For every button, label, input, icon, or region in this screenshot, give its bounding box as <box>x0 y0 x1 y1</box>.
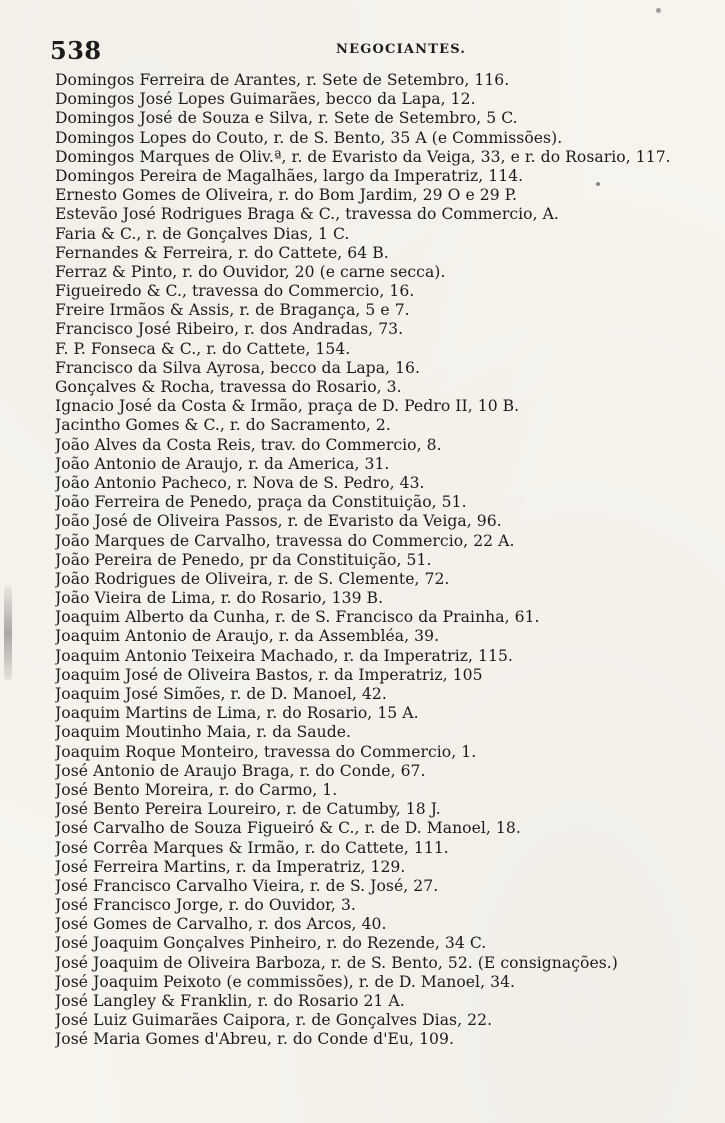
list-item: Domingos José de Souza e Silva, r. Sete de Setembro, 5 C. <box>55 109 518 128</box>
list-item: Domingos Marques de Oliv.ª, r. de Evaristo da Veiga, 33, e r. do Rosario, 117. <box>55 147 671 166</box>
list-item: Francisco da Silva Ayrosa, becco da Lapa, 16. <box>55 358 421 377</box>
list-item: Domingos José Lopes Guimarães, becco da Lapa, 12. <box>55 90 476 109</box>
list-item: Fernandes & Ferreira, r. do Cattete, 64 B. <box>55 243 389 262</box>
list-item: José Francisco Carvalho Vieira, r. de S. José, 27. <box>55 876 439 895</box>
list-item: Joaquim Antonio de Araujo, r. da Assembléa, 39. <box>55 627 440 646</box>
list-item: Ernesto Gomes de Oliveira, r. do Bom Jardim, 29 O e 29 P. <box>55 186 518 205</box>
page-number: 538 <box>50 36 102 65</box>
list-item: José Antonio de Araujo Braga, r. do Conde, 67. <box>55 761 426 780</box>
list-item: José Corrêa Marques & Irmão, r. do Cattete, 111. <box>55 838 449 857</box>
list-item: Domingos Lopes do Couto, r. de S. Bento, 35 A (e Commissões). <box>55 128 563 147</box>
list-item: José Joaquim Gonçalves Pinheiro, r. do Rezende, 34 C. <box>55 934 487 953</box>
list-item: Ignacio José da Costa & Irmão, praça de D. Pedro II, 10 B. <box>55 397 520 416</box>
list-item: José Luiz Guimarães Caipora, r. de Gonçalves Dias, 22. <box>55 1011 493 1030</box>
list-item: Domingos Ferreira de Arantes, r. Sete de Setembro, 116. <box>55 71 510 89</box>
list-item: João Alves da Costa Reis, trav. do Commercio, 8. <box>55 435 442 454</box>
list-item: João Marques de Carvalho, travessa do Commercio, 22 A. <box>55 531 515 550</box>
list-item: Joaquim José de Oliveira Bastos, r. da Imperatriz, 105 <box>55 665 483 684</box>
list-item: José Gomes de Carvalho, r. dos Arcos, 40. <box>55 915 387 934</box>
list-item: Joaquim Martins de Lima, r. do Rosario, 15 A. <box>55 704 419 723</box>
list-item: Joaquim Alberto da Cunha, r. de S. Francisco da Prainha, 61. <box>55 608 540 627</box>
list-item: Gonçalves & Rocha, travessa do Rosario, 3. <box>55 378 402 396</box>
list-item: José Bento Pereira Loureiro, r. de Catumby, 18 J. <box>55 800 441 819</box>
merchant-list <box>55 71 715 1050</box>
list-item: José Carvalho de Souza Figueiró & C., r. de D. Manoel, 18. <box>55 819 521 838</box>
list-item: José Ferreira Martins, r. da Imperatriz, 129. <box>55 857 406 876</box>
list-item: Estevão José Rodrigues Braga & C., travessa do Commercio, A. <box>55 205 559 224</box>
list-item: Joaquim Roque Monteiro, travessa do Commercio, 1. <box>55 742 477 761</box>
list-item: João Ferreira de Penedo, praça da Constituição, 51. <box>55 493 467 512</box>
scan-edge-mark <box>4 585 12 680</box>
list-item: Domingos Pereira de Magalhães, largo da Imperatriz, 114. <box>55 166 524 185</box>
list-item: José Langley & Franklin, r. do Rosario 21 A. <box>55 992 405 1010</box>
list-item: Figueiredo & C., travessa do Commercio, 16. <box>55 282 415 301</box>
list-item: José Joaquim Peixoto (e commissões), r. de D. Manoel, 34. <box>55 972 516 991</box>
list-item: Jacintho Gomes & C., r. do Sacramento, 2. <box>55 416 391 435</box>
list-item: Joaquim Moutinho Maia, r. da Saude. <box>55 723 352 742</box>
list-item: João José de Oliveira Passos, r. de Evaristo da Veiga, 96. <box>55 512 502 531</box>
list-item: Faria & C., r. de Gonçalves Dias, 1 C. <box>55 224 350 243</box>
list-item: Freire Irmãos & Assis, r. de Bragança, 5 e 7. <box>55 301 410 320</box>
page-header <box>50 36 690 66</box>
list-item: F. P. Fonseca & C., r. do Cattete, 154. <box>55 339 351 358</box>
list-item: Francisco José Ribeiro, r. dos Andradas, 73. <box>55 320 404 339</box>
list-item: Joaquim Antonio Teixeira Machado, r. da Imperatriz, 115. <box>55 646 513 665</box>
list-item: João Pereira de Penedo, pr da Constituição, 51. <box>55 550 432 569</box>
ink-speck <box>656 8 661 13</box>
list-item: João Rodrigues de Oliveira, r. de S. Clemente, 72. <box>55 569 450 588</box>
list-item: Ferraz & Pinto, r. do Ouvidor, 20 (e carne secca). <box>55 262 446 281</box>
running-head: NEGOCIANTES. <box>336 42 467 57</box>
list-item: José Francisco Jorge, r. do Ouvidor, 3. <box>55 896 356 915</box>
list-item: José Bento Moreira, r. do Carmo, 1. <box>55 780 338 799</box>
list-item: José Maria Gomes d'Abreu, r. do Conde d'Eu, 109. <box>55 1030 454 1049</box>
list-item: João Vieira de Lima, r. do Rosario, 139 B. <box>55 589 384 608</box>
list-item: José Joaquim de Oliveira Barboza, r. de S. Bento, 52. (E consignações.) <box>55 953 618 972</box>
list-item: João Antonio de Araujo, r. da America, 31. <box>55 454 390 473</box>
list-item: João Antonio Pacheco, r. Nova de S. Pedro, 43. <box>55 473 425 492</box>
list-item: Joaquim José Simões, r. de D. Manoel, 42. <box>55 685 387 703</box>
